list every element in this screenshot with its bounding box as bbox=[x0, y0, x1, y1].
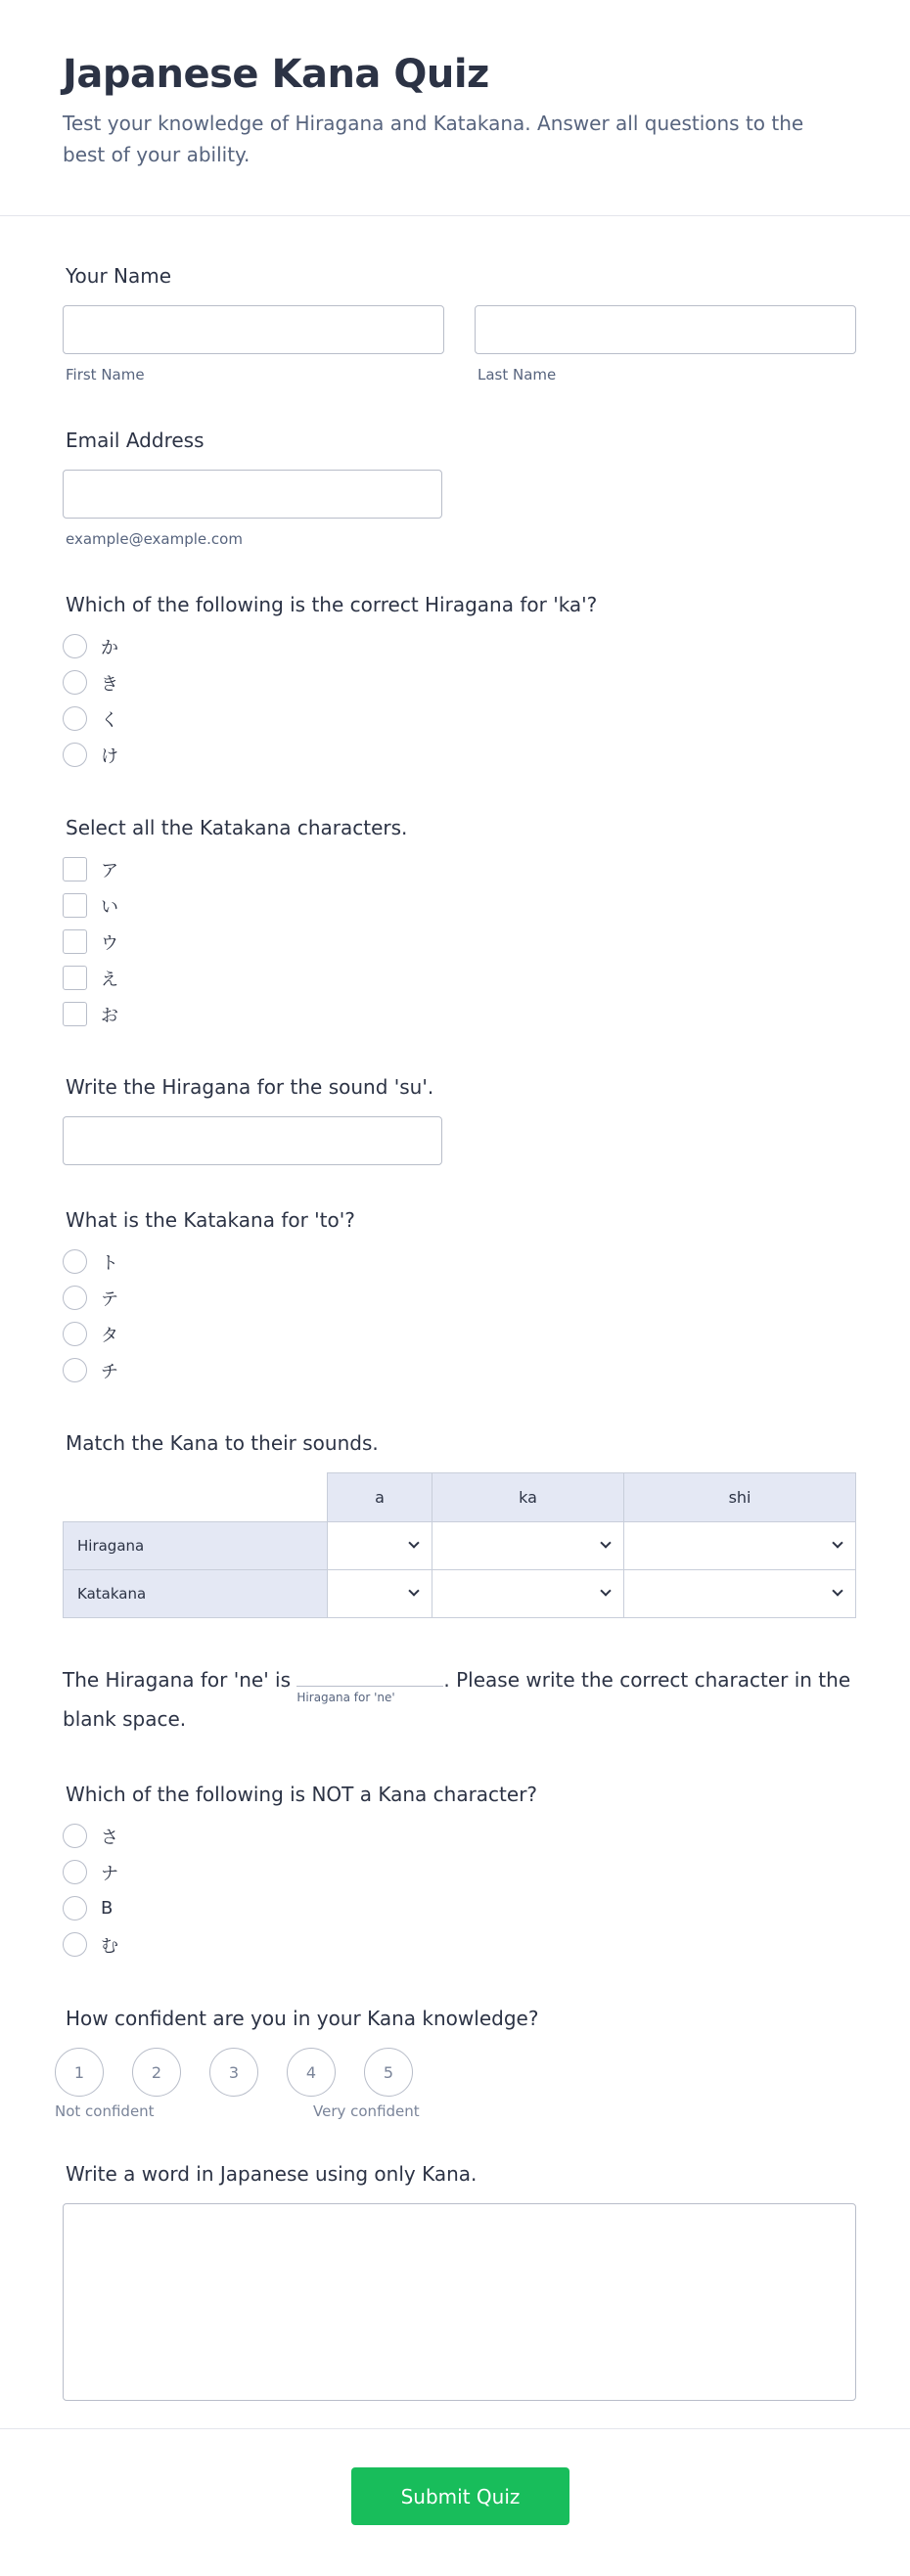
option-to-1[interactable]: ト bbox=[63, 1243, 856, 1280]
option-to-3[interactable]: タ bbox=[63, 1316, 856, 1352]
checkbox[interactable] bbox=[63, 893, 87, 918]
option-ka-2[interactable]: き bbox=[63, 664, 856, 700]
scale-high-label: Very confident bbox=[313, 2102, 420, 2120]
email-sublabel: example@example.com bbox=[66, 530, 243, 548]
confidence-scale bbox=[55, 2048, 856, 2097]
matrix-column-header: ka bbox=[432, 1473, 624, 1522]
checkbox[interactable] bbox=[63, 929, 87, 954]
question-not-kana bbox=[63, 1781, 856, 1963]
matrix-dropdown[interactable] bbox=[432, 1570, 624, 1618]
email-section bbox=[63, 427, 856, 548]
question-match bbox=[63, 1429, 856, 1618]
page-description: Test your knowledge of Hiragana and Katakana. Answer all questions to the best of your ability. bbox=[63, 112, 804, 166]
radio-button[interactable] bbox=[63, 670, 87, 695]
option-katakana-4[interactable]: え bbox=[63, 960, 856, 996]
checkbox[interactable] bbox=[63, 966, 87, 990]
scale-option-5[interactable]: 5 bbox=[364, 2048, 413, 2097]
question-to-label: What is the Katakana for 'to'? bbox=[66, 1208, 355, 1232]
email-input[interactable] bbox=[63, 470, 442, 519]
checkbox[interactable] bbox=[63, 1002, 87, 1026]
email-label: Email Address bbox=[66, 429, 205, 452]
matrix-corner bbox=[64, 1473, 328, 1522]
ne-blank-input[interactable] bbox=[296, 1665, 443, 1704]
chevron-down-icon bbox=[600, 1537, 611, 1548]
option-ka-4[interactable]: け bbox=[63, 737, 856, 773]
matrix-column-header: a bbox=[328, 1473, 432, 1522]
option-not-kana-1[interactable]: さ bbox=[63, 1818, 856, 1854]
first-name-input[interactable] bbox=[63, 305, 444, 354]
option-not-kana-3[interactable]: B bbox=[63, 1890, 856, 1926]
chevron-down-icon bbox=[408, 1537, 419, 1548]
radio-button[interactable] bbox=[63, 1932, 87, 1957]
option-to-4[interactable]: チ bbox=[63, 1352, 856, 1388]
page-title: Japanese Kana Quiz bbox=[63, 52, 489, 97]
option-ka-1[interactable]: か bbox=[63, 628, 856, 664]
submit-button[interactable]: Submit Quiz bbox=[351, 2467, 569, 2525]
radio-button[interactable] bbox=[63, 1358, 87, 1382]
question-to bbox=[63, 1206, 856, 1388]
matrix-row-label: Katakana bbox=[64, 1570, 328, 1618]
checkbox[interactable] bbox=[63, 857, 87, 881]
option-to-2[interactable]: テ bbox=[63, 1280, 856, 1316]
question-word bbox=[63, 2160, 856, 2405]
radio-button[interactable] bbox=[63, 706, 87, 731]
scale-option-2[interactable]: 2 bbox=[132, 2048, 181, 2097]
chevron-down-icon bbox=[832, 1537, 842, 1548]
last-name-input[interactable] bbox=[475, 305, 856, 354]
matrix-dropdown[interactable] bbox=[328, 1570, 432, 1618]
su-answer-input[interactable] bbox=[63, 1116, 442, 1165]
word-answer-textarea[interactable] bbox=[63, 2203, 856, 2401]
chevron-down-icon bbox=[600, 1585, 611, 1596]
question-match-label: Match the Kana to their sounds. bbox=[66, 1431, 379, 1455]
question-ka-label: Which of the following is the correct Hiragana for 'ka'? bbox=[66, 593, 598, 616]
option-katakana-1[interactable]: ア bbox=[63, 851, 856, 887]
scale-option-3[interactable]: 3 bbox=[209, 2048, 258, 2097]
scale-option-4[interactable]: 4 bbox=[287, 2048, 336, 2097]
name-label: Your Name bbox=[66, 264, 172, 288]
question-su-label: Write the Hiragana for the sound 'su'. bbox=[66, 1075, 434, 1099]
option-not-kana-4[interactable]: む bbox=[63, 1926, 856, 1963]
question-confidence-label: How confident are you in your Kana knowledge? bbox=[66, 2007, 539, 2030]
question-confidence bbox=[55, 2005, 856, 2122]
ne-blank-sublabel: Hiragana for 'ne' bbox=[296, 1691, 395, 1704]
scale-low-label: Not confident bbox=[55, 2102, 155, 2120]
last-name-sublabel: Last Name bbox=[478, 366, 557, 384]
fill-in-blank-text: The Hiragana for 'ne' is Hiragana for 'ne' . Please write the correct character in the blank space. bbox=[63, 1660, 856, 1739]
option-katakana-3[interactable]: ウ bbox=[63, 924, 856, 960]
matrix-column-header: shi bbox=[624, 1473, 856, 1522]
question-not-kana-label: Which of the following is NOT a Kana character? bbox=[66, 1783, 538, 1806]
radio-button[interactable] bbox=[63, 634, 87, 658]
option-katakana-2[interactable]: い bbox=[63, 887, 856, 924]
radio-button[interactable] bbox=[63, 1286, 87, 1310]
option-not-kana-2[interactable]: ナ bbox=[63, 1854, 856, 1890]
option-katakana-5[interactable]: お bbox=[63, 996, 856, 1032]
question-ne bbox=[63, 1660, 856, 1739]
question-word-label: Write a word in Japanese using only Kana. bbox=[66, 2162, 478, 2186]
name-section bbox=[63, 262, 856, 384]
radio-button[interactable] bbox=[63, 1249, 87, 1274]
matrix-dropdown[interactable] bbox=[328, 1522, 432, 1570]
first-name-sublabel: First Name bbox=[66, 366, 145, 384]
question-katakana bbox=[63, 814, 856, 1032]
form-header bbox=[0, 0, 910, 216]
form-footer bbox=[0, 2428, 910, 2576]
radio-button[interactable] bbox=[63, 1322, 87, 1346]
question-katakana-label: Select all the Katakana characters. bbox=[66, 816, 408, 839]
matrix-row-label: Hiragana bbox=[64, 1522, 328, 1570]
match-table bbox=[63, 1472, 856, 1618]
radio-button[interactable] bbox=[63, 743, 87, 767]
radio-button[interactable] bbox=[63, 1824, 87, 1848]
radio-button[interactable] bbox=[63, 1860, 87, 1884]
question-ka bbox=[63, 591, 856, 773]
chevron-down-icon bbox=[408, 1585, 419, 1596]
matrix-dropdown[interactable] bbox=[624, 1522, 856, 1570]
scale-option-1[interactable]: 1 bbox=[55, 2048, 104, 2097]
matrix-dropdown[interactable] bbox=[624, 1570, 856, 1618]
option-ka-3[interactable]: く bbox=[63, 700, 856, 737]
matrix-dropdown[interactable] bbox=[432, 1522, 624, 1570]
question-su bbox=[63, 1073, 856, 1165]
radio-button[interactable] bbox=[63, 1896, 87, 1921]
chevron-down-icon bbox=[832, 1585, 842, 1596]
